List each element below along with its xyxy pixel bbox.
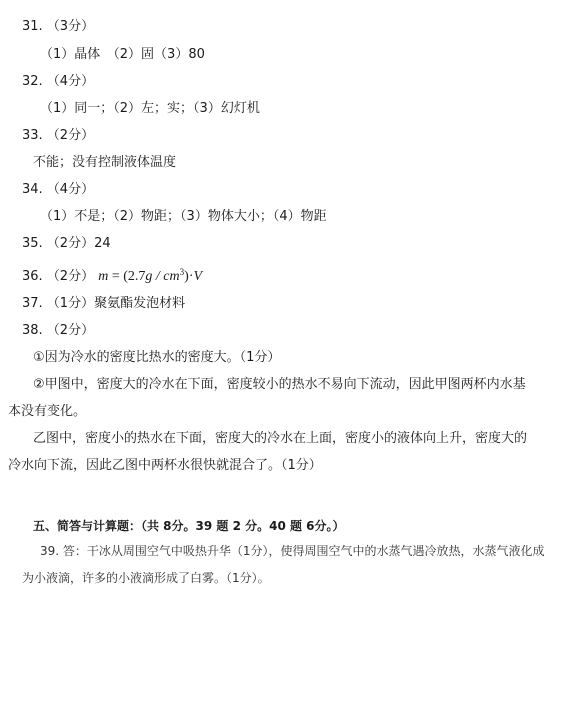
- q38-point-1: ①因为冷水的密度比热水的密度大。（1分）: [33, 350, 281, 365]
- q38-point-2-cont: 本没有变化。: [8, 404, 87, 419]
- formula-mass: m: [98, 269, 109, 284]
- q38-point-3-cont: 冷水向下流，因此乙图中两杯水很快就混合了。（1分）: [8, 458, 322, 473]
- formula-equals: =: [108, 269, 124, 284]
- q38-point-3: 乙图中，密度小的热水在下面，密度大的冷水在上面，密度小的液体向上升，密度大的: [33, 431, 528, 446]
- q32-answer: （1）同一；（2）左；实；（3）幻灯机: [40, 101, 260, 116]
- formula-number: 2.7: [127, 269, 146, 284]
- section-5-title: 五、简答与计算题：（共 8分。39 题 2 分。40 题 6分。）: [33, 519, 345, 533]
- q31-header: 31. （3分）: [22, 19, 95, 34]
- q36-header: 36. （2分）: [22, 269, 95, 284]
- q34-header: 34. （4分）: [22, 182, 95, 197]
- formula-open-paren: (: [123, 269, 128, 284]
- q39-answer-line-1: 39. 答：干冰从周围空气中吸热升华（1分），使得周围空气中的水蒸气遇冷放热，水蒸气液化成: [40, 544, 545, 558]
- formula-close-paren: ): [184, 269, 189, 284]
- q33-answer: 不能；没有控制液体温度: [33, 155, 177, 170]
- q38-point-2: ②甲图中，密度大的冷水在下面，密度较小的热水不易向下流动，因此甲图两杯内水基: [33, 377, 526, 392]
- q39-answer-line-2: 为小液滴，许多的小液滴形成了白雾。（1分）。: [22, 571, 270, 585]
- formula-volume: V: [193, 269, 203, 284]
- q36-answer: [22, 263, 202, 286]
- q38-header: 38. （2分）: [22, 323, 95, 338]
- formula-dot: ·: [188, 269, 194, 284]
- q37-answer: 37. （1分）聚氨酯发泡材料: [22, 296, 186, 311]
- q35-answer: 35. （2分）24: [22, 236, 111, 251]
- q31-answer: （1）晶体 （2）固（3）80: [40, 47, 205, 62]
- formula-exponent: 3: [179, 267, 185, 277]
- density-formula: [98, 269, 202, 284]
- formula-unit: g / cm: [145, 269, 180, 284]
- q33-header: 33. （2分）: [22, 128, 95, 143]
- q34-answer: （1）不是；（2）物距；（3）物体大小；（4）物距: [40, 209, 327, 224]
- q32-header: 32. （4分）: [22, 74, 95, 89]
